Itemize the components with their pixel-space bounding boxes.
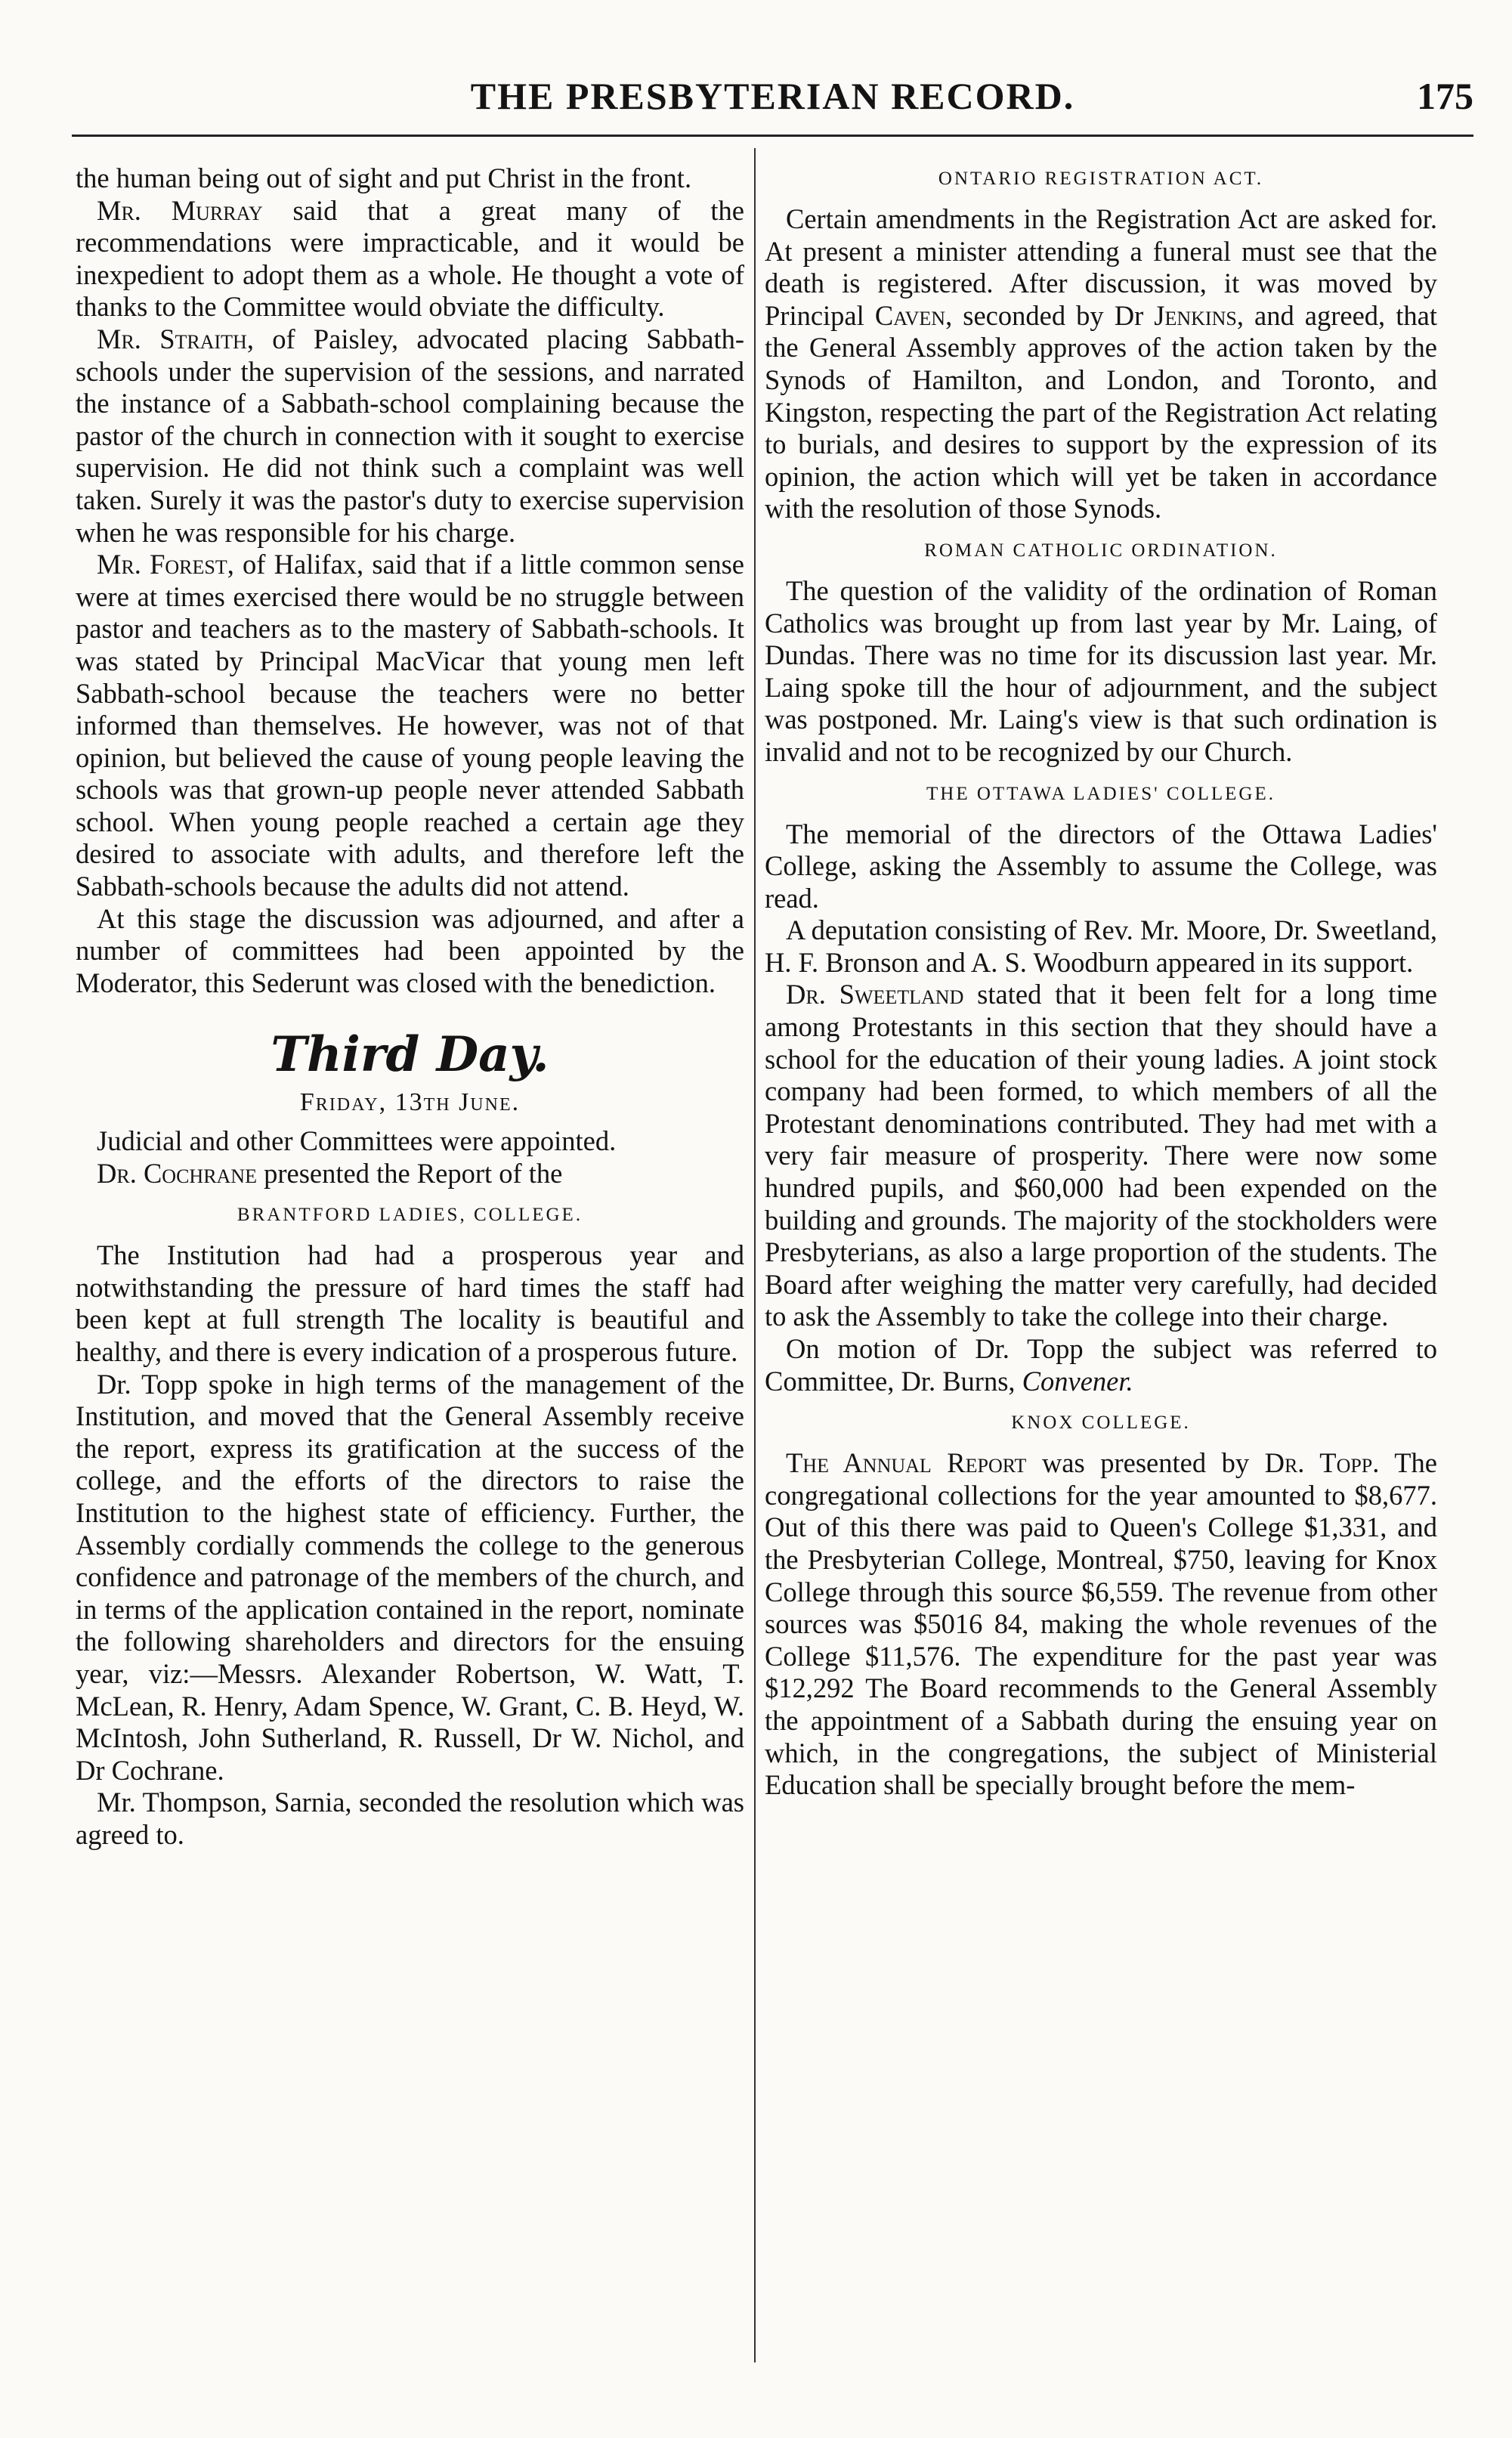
paragraph-text: stated that it been felt for a long time among Protestants in this section that they should have a school for the education of their young ladies. A joint stock company had been formed, to which members of all the Protestant denominations contributed. They had met with a very fair measure of prosperity. There were now some hundred pupils, and $60,000 had been expended on the building and grounds. The majority of the stockholders were Presbyterians, as also a large proportion of the students. The Board after weighing the matter very carefully, had decided to ask the Assembly to take the college into their charge. xyxy=(765,979,1437,1332)
right-column xyxy=(765,162,1437,2399)
report-title: The Annual Report xyxy=(786,1447,1027,1479)
speaker-name: Mr. Straith xyxy=(97,323,247,354)
paragraph-text: , of Halifax, said that if a little common sense were at times exercised there would be no struggle between pastor and teachers as to the mastery of Sabbath-schools. It was stated by Principal MacVicar that young men left Sabbath-school because the teachers were no better informed than themselves. He however, was not of that opinion, but believed the cause of young people leaving the schools was that grown-up people never attended Sabbath school. When young people reached a certain age they desired to associate with adults, and therefore left the Sabbath-schools because the adults did not attend. xyxy=(76,549,744,902)
speaker-name: Mr. Murray xyxy=(97,194,263,226)
paragraph xyxy=(765,1333,1437,1397)
paragraph: the human being out of sight and put Christ in the front. xyxy=(76,162,692,193)
paragraph-text: , and agreed, that the General Assembly approves of the action taken by the Synods of Hamilton, and London, and Toronto, and Kingston, respecting the part of the Registration Act relating to burials, and desires to support by the expression of its opinion, the action which will yet be taken in accordance with the resolution of those Synods. xyxy=(765,299,1437,524)
convener-label: Convener. xyxy=(1022,1365,1133,1397)
column-divider xyxy=(754,148,756,2362)
running-header xyxy=(72,70,1473,122)
paragraph: At this stage the discussion was adjourned, and after a number of committees had been appointed by the Moderator, this Sederunt was closed with the benediction. xyxy=(76,902,744,998)
speaker-name: Jenkins xyxy=(1154,299,1237,331)
paragraph xyxy=(76,549,744,903)
running-title: THE PRESBYTERIAN RECORD. xyxy=(470,75,1075,117)
paragraph: A deputation consisting of Rev. Mr. Moore, Dr. Sweetland, H. F. Bronson and A. S. Woodburn appeared in its support. xyxy=(765,914,1437,978)
paragraph xyxy=(765,979,1437,1333)
paragraph xyxy=(76,1158,744,1190)
section-heading-knox: KNOX COLLEGE. xyxy=(1011,1412,1191,1434)
paragraph-text: presented the Report of the xyxy=(256,1157,563,1189)
paragraph-text: was presented by xyxy=(1026,1447,1265,1479)
speaker-name: Caven xyxy=(874,299,946,331)
day-heading: Third Day. xyxy=(271,1026,549,1084)
section-heading-roman: ROMAN CATHOLIC ORDINATION. xyxy=(924,540,1278,561)
paragraph xyxy=(765,1447,1437,1802)
section-heading-brantford: BRANTFORD LADIES, COLLEGE. xyxy=(237,1205,583,1226)
day-date: Friday, 13th June. xyxy=(299,1088,521,1117)
paragraph: Judicial and other Committees were appointed. xyxy=(97,1125,617,1157)
speaker-name: Dr. Topp. xyxy=(1264,1447,1380,1479)
paragraph: The Institution had had a prosperous year and notwithstanding the pressure of hard times the staff had been kept at full strength The locality is beautiful and healthy, and there is every indication of a prosperous future. xyxy=(76,1239,744,1367)
paragraph: Mr. Thompson, Sarnia, seconded the resolution which was agreed to. xyxy=(76,1787,744,1850)
paragraph: Dr. Topp spoke in high terms of the management of the Institution, and moved that the General Assembly receive the report, express its gratification at the success of the college, and the efforts of the directors to raise the Institution to the highest state of efficiency. Further, the Assembly cordially commends the college to the generous confidence and patronage of the members of the church, and in terms of the application contained in the report, nominate the following shareholders and directors for the ensuing year, viz:—Messrs. Alexander Robertson, W. Watt, T. McLean, R. Henry, Adam Spence, W. Grant, C. B. Heyd, W. McIntosh, John Sutherland, R. Russell, Dr W. Nichol, and Dr Cochrane. xyxy=(76,1368,744,1786)
speaker-name: Dr. Sweetland xyxy=(786,979,964,1010)
header-rule xyxy=(72,135,1473,137)
paragraph-text: , of Paisley, advocated placing Sabbath-schools under the supervision of the sessions, and narrated the instance of a Sabbath-school complaining because the pastor of the church in connection with it sought to exercise supervision. He did not think such a complaint was well taken. Surely it was the pastor's duty to exercise supervision when he was responsible for his charge. xyxy=(76,323,744,548)
section-heading-ottawa: THE OTTAWA LADIES' COLLEGE. xyxy=(926,783,1275,804)
paragraph xyxy=(765,203,1437,525)
paragraph: The memorial of the directors of the Ottawa Ladies' College, asking the Assembly to assume the College, was read. xyxy=(765,818,1437,914)
left-column xyxy=(76,162,744,2399)
paragraph xyxy=(76,195,744,323)
page-number: 175 xyxy=(1417,75,1473,117)
speaker-name: Mr. Forest xyxy=(97,549,227,580)
paragraph-text: , seconded by Dr xyxy=(945,299,1155,331)
paragraph xyxy=(76,323,744,549)
speaker-name: Dr. Cochrane xyxy=(97,1157,257,1189)
paragraph-text: said that a great many of the recommendations were impracticable, and it would be inexpedient to adopt them as a whole. He thought a vote of thanks to the Committee would obviate the difficulty. xyxy=(76,194,744,323)
paragraph-text: Certain amendments in the Registration Act are asked for. At present a minister attending a funeral must see that the death is registered. After discussion, it was moved by Principal xyxy=(765,203,1437,331)
paragraph-text: On motion of Dr. Topp the subject was referred to Committee, Dr. Burns, xyxy=(765,1333,1437,1397)
paragraph: The question of the validity of the ordination of Roman Catholics was brought up from last year by Mr. Laing, of Dundas. There was no time for its discussion last year. Mr. Laing spoke till the hour of adjournment, and the subject was postponed. Mr. Laing's view is that such ordination is invalid and not to be recognized by our Church. xyxy=(765,574,1437,767)
paragraph-text: The congregational collections for the year amounted to $8,677. Out of this there was paid to Queen's College $1,331, and the Presbyterian College, Montreal, $750, leaving for Knox College through this source $6,559. The revenue from other sources was $5016 84, making the whole revenues of the College $11,576. The expenditure for the past year was $12,292 The Board recommends to the General Assembly the appointment of a Sabbath during the ensuing year on which, in the congregations, the subject of Ministerial Education shall be specially brought before the mem- xyxy=(765,1447,1437,1801)
section-heading-ontario: ONTARIO REGISTRATION ACT. xyxy=(938,169,1264,189)
